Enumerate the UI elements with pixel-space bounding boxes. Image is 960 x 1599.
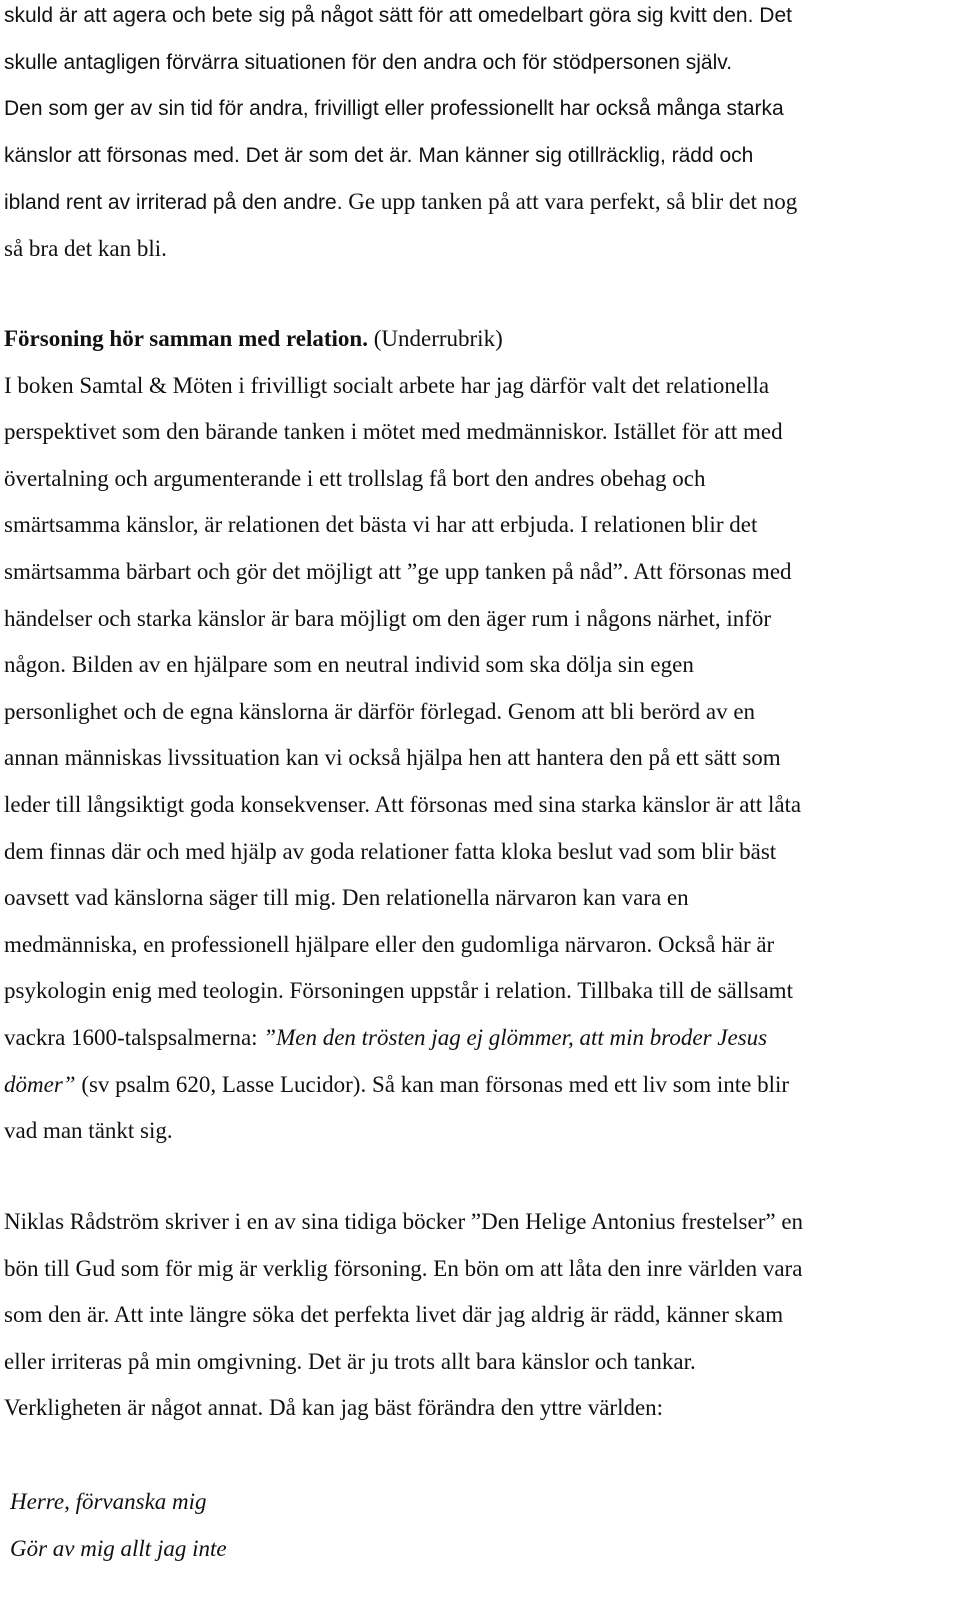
text-fragment: vackra 1600-talspsalmerna: — [4, 1024, 264, 1050]
intro-paragraph — [4, 0, 954, 273]
text-line: dem finnas där och med hjälp av goda relationer fatta kloka beslut vad som blir bäst — [4, 838, 777, 864]
text-line — [4, 1015, 954, 1062]
text-line: skulle antagligen förvärra situationen för den andra och för stödpersonen själv. — [4, 50, 733, 74]
text-line: händelser och starka känslor är bara möjligt om den äger rum i någons närhet, inför — [4, 605, 772, 631]
text-line: personlighet och de egna känslorna är därför förlegad. Genom att bli berörd av en — [4, 698, 756, 724]
hymn-quote: ”Men den trösten jag ej glömmer, att min broder Jesus — [263, 1024, 768, 1050]
text-line: Den som ger av sin tid för andra, frivilligt eller professionellt har också många starka — [4, 97, 784, 121]
heading-note: (Underrubrik) — [367, 326, 503, 351]
reconciliation-section — [4, 316, 954, 1155]
text-line: vad man tänkt sig. — [4, 1118, 173, 1144]
section-heading-line — [4, 316, 954, 363]
hymn-quote: dömer” — [4, 1071, 76, 1097]
prayer-line: Herre, förvanska mig — [10, 1489, 207, 1514]
text-line: Verkligheten är något annat. Då kan jag bäst förändra den yttre världen: — [4, 1395, 664, 1421]
text-line: oavsett vad känslorna säger till mig. Den relationella närvaron kan vara en — [4, 885, 689, 911]
text-line: perspektivet som den bärande tanken i mötet med medmänniskor. Istället för att med — [4, 419, 783, 445]
section-heading: Försoning hör samman med relation. — [4, 326, 368, 351]
text-line: någon. Bilden av en hjälpare som en neutral individ som ska dölja sin egen — [4, 652, 694, 678]
text-line — [4, 179, 954, 226]
text-line: eller irriteras på min omgivning. Det är ju trots allt bara känslor och tankar. — [4, 1348, 696, 1374]
text-line: annan människas livssituation kan vi också hjälpa hen att hantera den på ett sätt som — [4, 745, 781, 771]
text-line: medmänniska, en professionell hjälpare eller den gudomliga närvaron. Också här är — [4, 931, 775, 957]
text-line: Niklas Rådström skriver i en av sina tidiga böcker ”Den Helige Antonius frestelser” en — [4, 1209, 804, 1234]
text-fragment: (sv psalm 620, Lasse Lucidor). Så kan man försonas med ett liv som inte blir — [75, 1071, 790, 1097]
text-line — [4, 1062, 954, 1109]
text-line: så bra det kan bli. — [4, 235, 167, 261]
text-line: I boken Samtal & Möten i frivilligt socialt arbete har jag därför valt det relationella — [4, 372, 770, 398]
text-line: bön till Gud som för mig är verklig försoning. En bön om att låta den inre världen vara — [4, 1255, 803, 1281]
text-line: övertalning och argumenterande i ett trollslag få bort den andres obehag och — [4, 465, 706, 491]
text-line: smärtsamma bärbart och gör det möjligt att ”ge upp tanken på nåd”. Att försonas med — [4, 558, 792, 584]
text-line: smärtsamma känslor, är relationen det bästa vi har att erbjuda. I relationen blir det — [4, 512, 758, 538]
text-fragment: Ge upp tanken på att vara perfekt, så blir det nog — [342, 189, 798, 215]
text-line: psykologin enig med teologin. Försoningen uppstår i relation. Tillbaka till de sällsamt — [4, 978, 793, 1004]
text-line: känslor att försonas med. Det är som det är. Man känner sig otillräcklig, rädd och — [4, 143, 754, 167]
text-line: leder till långsiktigt goda konsekvenser. Att försonas med sina starka känslor är att låta — [4, 791, 802, 817]
radstrom-paragraph — [4, 1199, 954, 1432]
text-line: skuld är att agera och bete sig på något sätt för att omedelbart göra sig kvitt den. Det — [4, 4, 792, 27]
text-fragment: ibland rent av irriterad på den andre. — [4, 191, 343, 215]
text-line: som den är. Att inte längre söka det perfekta livet där jag aldrig är rädd, känner skam — [4, 1302, 784, 1328]
prayer-line: Gör av mig allt jag inte — [10, 1535, 227, 1561]
prayer-quote — [4, 1479, 954, 1572]
